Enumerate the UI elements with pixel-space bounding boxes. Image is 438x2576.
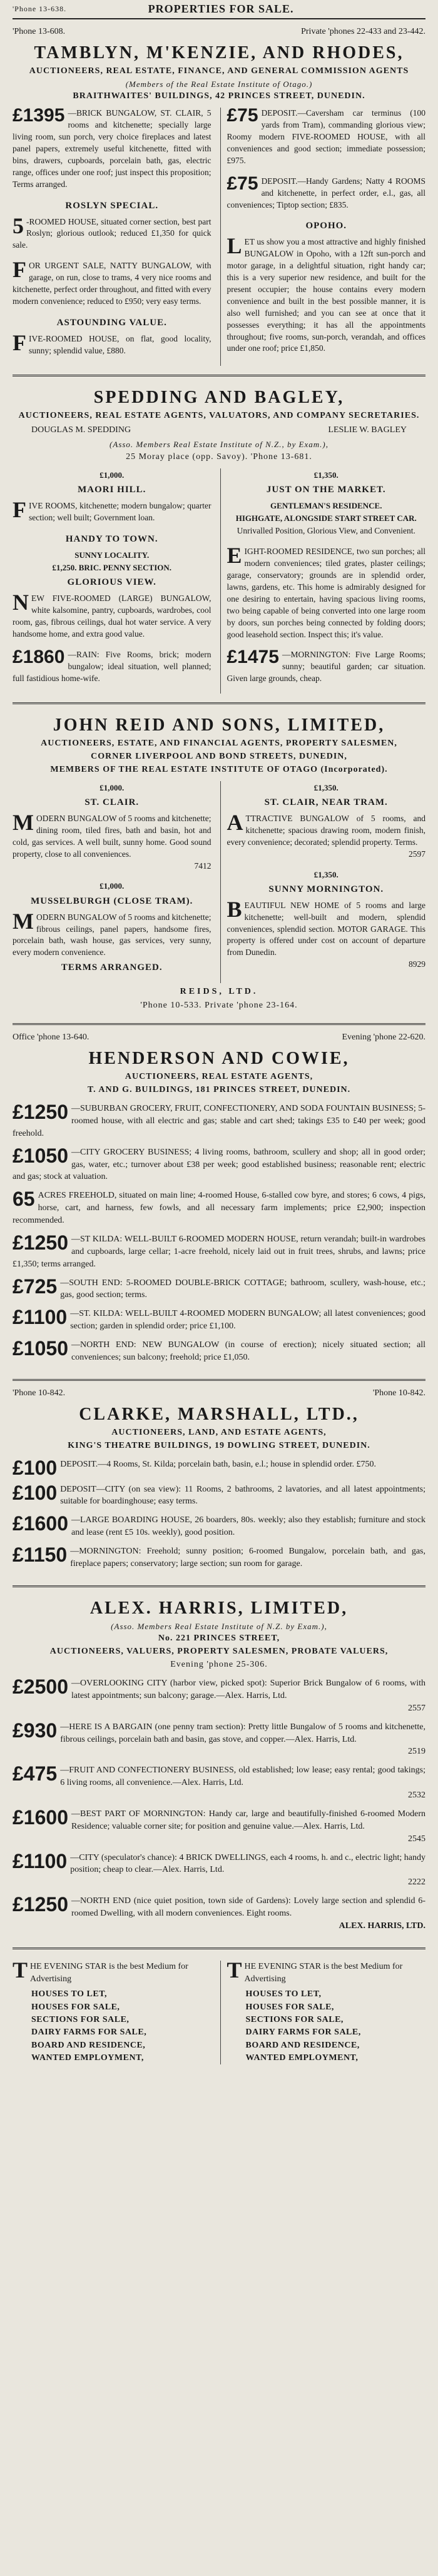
listing bbox=[13, 1677, 425, 1715]
listing-code: 2222 bbox=[408, 1877, 425, 1887]
spedding-left-name: DOUGLAS M. SPEDDING bbox=[31, 425, 131, 435]
listing-text: —MORNINGTON: Five Large Rooms; sunny; beautiful garden; car situation. Given large grounds, cheap. bbox=[227, 650, 425, 684]
clarke-phone-right: 'Phone 10-842. bbox=[372, 1388, 425, 1398]
listing bbox=[13, 1483, 425, 1508]
listing-text: ODERN BUNGALOW of 5 rooms and kitchenette; fibrous ceilings, panel papers, handsome fires, porcelain bath, wash house, gas services, very sunny, every modern convenience. bbox=[13, 912, 211, 957]
listing-text: OR URGENT SALE, NATTY BUNGALOW, with garage, on run, close to trams, 4 very nice rooms and kitchenette, perfect order throughout, and fitted with every modern convenience; reduced to £950; very easy terms. bbox=[13, 261, 211, 306]
listing-code: 2519 bbox=[408, 1747, 425, 1757]
henderson-sub1: AUCTIONEERS, REAL ESTATE AGENTS, bbox=[125, 1072, 313, 1082]
listing-price: 65 bbox=[13, 1190, 35, 1211]
listing-text: —SOUTH END: 5-ROOMED DOUBLE-BRICK COTTAGE; bathroom, scullery, wash-house, etc.; gas, good section; terms. bbox=[60, 1278, 425, 1300]
listing-heading: ASTOUNDING VALUE. bbox=[56, 317, 167, 328]
listing bbox=[13, 1545, 425, 1570]
clarke-title: CLARKE, MARSHALL, LTD., bbox=[79, 1404, 359, 1424]
listing-text: —LARGE BOARDING HOUSE, 26 boarders, 80s. weekly; also they establish; furniture and stock and lease (rent £5 10s. weekly), good position. bbox=[71, 1515, 425, 1538]
listing bbox=[13, 1103, 425, 1140]
tamblyn-right-col bbox=[220, 105, 426, 365]
listing-heading: HANDY TO TOWN. bbox=[65, 533, 158, 544]
listing-text: EAUTIFUL NEW HOME of 5 rooms and large kitchenette; well-built and modern, splendid conveniences, splendid section. MOTOR GARAGE. This property is offered under cost on account of departure from Dunedin. bbox=[227, 900, 425, 957]
listing-price-line: £1,350. bbox=[313, 869, 339, 879]
evening-star-item: SECTIONS FOR SALE, bbox=[31, 2014, 130, 2024]
listing-heading: GLORIOUS VIEW. bbox=[67, 577, 156, 588]
listing-text: —ST. KILDA: WELL-BUILT 4-ROOMED MODERN BUNGALOW; all latest conveniences; good section; garden in splendid order; price £1,100. bbox=[70, 1309, 425, 1331]
drop-cap: T bbox=[227, 1957, 242, 1983]
listing-text: —OVERLOOKING CITY (harbor view, picked spot): Superior Brick Bungalow of 6 rooms, with latest appointments; sun balcony; garage.—Alex. Harris, Ltd. bbox=[71, 1679, 425, 1700]
listing-price: £1100 bbox=[13, 1851, 68, 1872]
drop-cap: F bbox=[13, 330, 26, 355]
listing-price: £475 bbox=[13, 1764, 58, 1786]
listing bbox=[227, 105, 426, 166]
listing bbox=[227, 869, 426, 971]
tamblyn-address: BRAITHWAITES' BUILDINGS, 42 PRINCES STREET, DUNEDIN. bbox=[73, 91, 365, 101]
clarke-section bbox=[13, 1381, 425, 1587]
evening-star-item: HOUSES TO LET, bbox=[245, 1989, 322, 1999]
listing-price: £1395 bbox=[13, 105, 65, 126]
spedding-right-name: LESLIE W. BAGLEY bbox=[328, 425, 407, 435]
listing-text: —CITY (speculator's chance): 4 BRICK DWELLINGS, each 4 rooms, h. and c., electric light; handy position; cheap to clear.—Alex. Harris, Ltd. bbox=[70, 1852, 425, 1875]
listing-text: —SUBURBAN GROCERY, FRUIT, CONFECTIONERY, AND SODA FOUNTAIN BUSINESS; 5-roomed house, with all electric and gas; stable and cart shed; takings £35 to £40 per week; good freehold. bbox=[13, 1104, 425, 1138]
header-phone: 'Phone 13-638. bbox=[13, 4, 67, 13]
listing-price: £725 bbox=[13, 1276, 58, 1298]
listing-subheading: GENTLEMAN'S RESIDENCE. bbox=[270, 501, 382, 511]
reid-footer-phone: 'Phone 10-533. Private 'phone 23-164. bbox=[140, 1001, 298, 1011]
spedding-right-col bbox=[220, 468, 426, 694]
listing bbox=[13, 105, 211, 190]
page-header bbox=[13, 0, 425, 19]
listing-price-line: £1,350. bbox=[313, 782, 339, 792]
listing bbox=[13, 1764, 425, 1802]
evening-star-left bbox=[13, 1957, 211, 2064]
tamblyn-sub2: (Members of the Real Estate Institute of Otago.) bbox=[125, 79, 313, 89]
listing bbox=[13, 470, 211, 524]
listing-code: 2557 bbox=[408, 1703, 425, 1713]
spedding-left-col bbox=[13, 468, 211, 694]
listing bbox=[13, 257, 211, 308]
listing-price: £1050 bbox=[13, 1339, 68, 1360]
henderson-section bbox=[13, 1025, 425, 1381]
clarke-phone-left: 'Phone 10-842. bbox=[13, 1388, 66, 1398]
henderson-sub2: T. AND G. BUILDINGS, 181 PRINCES STREET, DUNEDIN. bbox=[87, 1085, 351, 1095]
listing-price-line: £1,000. bbox=[99, 782, 125, 792]
listing-signature: ALEX. HARRIS, LTD. bbox=[339, 1921, 425, 1931]
tamblyn-phone-left: 'Phone 13-608. bbox=[13, 27, 66, 36]
listing-text: IVE ROOMS, kitchenette; modern bungalow; quarter section; well built; Government loan. bbox=[29, 501, 211, 522]
listing bbox=[13, 1308, 425, 1333]
listing-price: £1475 bbox=[227, 647, 279, 668]
spedding-members: (Asso. Members Real Estate Institute of N.Z., by Exam.), bbox=[109, 440, 328, 450]
evening-star-intro: HE EVENING STAR is the best Medium for Advertising bbox=[244, 1961, 403, 1984]
listing bbox=[13, 1190, 425, 1227]
henderson-phone-right: Evening 'phone 22-620. bbox=[342, 1033, 425, 1043]
harris-sub4: Evening 'phone 25-306. bbox=[170, 1660, 268, 1670]
listing-price: £1600 bbox=[13, 1807, 68, 1829]
listing-price-line: £1,000. bbox=[99, 470, 125, 480]
listing-text: —BEST PART OF MORNINGTON: Handy car, large and beautifully-finished 6-roomed Modern Residence; valuable corner site; for position and genuine value.—Alex. Harris, Ltd. bbox=[71, 1809, 425, 1831]
listing-text: ODERN BUNGALOW of 5 rooms and kitchenette; dining room, tiled fires, bath and basin, hot and cold, gas services. A well built, sunny home. Good sound property, close to all conveniences. bbox=[13, 814, 211, 859]
listing bbox=[227, 649, 426, 685]
listing-price: £2500 bbox=[13, 1677, 68, 1698]
listing bbox=[13, 1146, 425, 1184]
listing-price: £1250 bbox=[13, 1103, 68, 1123]
reid-title: JOHN REID AND SONS, LIMITED, bbox=[53, 715, 385, 735]
evening-star-item: WANTED EMPLOYMENT, bbox=[245, 2053, 359, 2063]
listing-code: 2597 bbox=[409, 849, 425, 859]
listing-price: £1050 bbox=[13, 1146, 68, 1167]
listing-text: TTRACTIVE BUNGALOW of 5 rooms, and kitchenette; spacious drawing room, modern finish, every convenience; decorated; splendid property. Terms. bbox=[227, 814, 425, 847]
drop-cap: L bbox=[227, 233, 242, 259]
listing-heading: MUSSELBURGH (CLOSE TRAM). bbox=[31, 896, 193, 906]
listing-text: —CITY GROCERY BUSINESS; 4 living rooms, bathroom, scullery and shop; all in good order; gas, water, etc.; turnover about £38 per week; good established business; reasonable rent; electric and gas; stock at valuation. bbox=[13, 1147, 425, 1182]
listing-terms: TERMS ARRANGED. bbox=[61, 962, 163, 973]
drop-cap: T bbox=[13, 1957, 28, 1983]
drop-cap: E bbox=[227, 543, 242, 568]
reid-right-col bbox=[220, 781, 426, 983]
evening-star-item: BOARD AND RESIDENCE, bbox=[31, 2040, 146, 2050]
listing-text: —MORNINGTON: Freehold; sunny position; 6-roomed Bungalow, porcelain bath, and gas, fireplace papers; conservatory; large section; sun room for garage. bbox=[70, 1547, 425, 1568]
listing-text: —RAIN: Five Rooms, brick; modern bungalow; ideal situation, well planned; full fastidious home-wife. bbox=[13, 649, 211, 683]
listing-price: £75 bbox=[227, 105, 258, 126]
listing-text: EW FIVE-ROOMED (LARGE) BUNGALOW, white kalsomine, pantry, cupboards, wardrobes, cool room, gas, fibrous ceilings, dual hot water service. A very handsome home, and extra good value. bbox=[13, 593, 211, 639]
listing-price: £1250 bbox=[13, 1895, 68, 1916]
listing-price: £1100 bbox=[13, 1308, 68, 1329]
listing bbox=[13, 200, 211, 252]
reid-sub2: CORNER LIVERPOOL AND BOND STREETS, DUNEDIN, bbox=[91, 752, 347, 762]
listing-price-line: £1,250. BRIC. PENNY SECTION. bbox=[52, 563, 172, 573]
listing bbox=[13, 1852, 425, 1889]
drop-cap: M bbox=[13, 908, 34, 934]
listing bbox=[13, 533, 211, 640]
drop-cap: F bbox=[13, 257, 26, 283]
header-title: PROPERTIES FOR SALE. bbox=[148, 3, 294, 15]
tamblyn-title: TAMBLYN, M'KENZIE, AND RHODES, bbox=[34, 43, 404, 63]
listing-heading: ROSLYN SPECIAL. bbox=[65, 200, 159, 211]
listing bbox=[227, 470, 426, 537]
drop-cap: N bbox=[13, 590, 29, 615]
drop-cap: A bbox=[227, 810, 243, 836]
listing bbox=[13, 1721, 425, 1759]
listing-price-line: £1,350. bbox=[313, 470, 339, 480]
drop-cap: B bbox=[227, 896, 242, 922]
listing bbox=[13, 881, 211, 974]
listing-text: Unrivalled Position, Glorious View, and Convenient. bbox=[237, 526, 415, 536]
listing-text: DEPOSIT—CITY (on sea view): 11 Rooms, 2 bathrooms, 2 lavatories, and all latest appointments; suitable for boardinghouse; easy terms. bbox=[60, 1484, 425, 1507]
evening-star-item: HOUSES FOR SALE, bbox=[245, 2002, 334, 2012]
listing bbox=[13, 1808, 425, 1846]
harris-section bbox=[13, 1587, 425, 1949]
clarke-sub2: KING'S THEATRE BUILDINGS, 19 DOWLING STREET, DUNEDIN. bbox=[68, 1440, 370, 1450]
listing-text: —HERE IS A BARGAIN (one penny tram section): Pretty little Bungalow of 5 rooms and kitchenette, fibrous ceilings, porcelain bath and basin, gas stove, and copper.—Alex. Harris, Ltd. bbox=[60, 1722, 425, 1744]
evening-star-intro: HE EVENING STAR is the best Medium for Advertising bbox=[30, 1961, 188, 1984]
spedding-sub1: AUCTIONEERS, REAL ESTATE AGENTS, VALUATORS, AND COMPANY SECRETARIES. bbox=[18, 410, 420, 420]
listing-text: —ST KILDA: WELL-BUILT 6-ROOMED MODERN HOUSE, return verandah; built-in wardrobes and cupboards, large cellar; 1-acre freehold, nicely laid out in fruit trees, shrubs, and lawns; price £1,350; terms arranged. bbox=[13, 1234, 425, 1269]
listing-code: 2545 bbox=[408, 1834, 425, 1844]
listing-heading: SUNNY MORNINGTON. bbox=[268, 884, 384, 894]
listing-heading: OPOHO. bbox=[305, 221, 347, 231]
listing bbox=[13, 1339, 425, 1364]
tamblyn-section bbox=[13, 19, 425, 376]
listing bbox=[13, 1277, 425, 1302]
listing-price: £1150 bbox=[13, 1545, 68, 1567]
listing-price: £100 bbox=[13, 1483, 58, 1504]
reid-footer: REIDS, LTD. bbox=[180, 987, 258, 997]
evening-star-item: DAIRY FARMS FOR SALE, bbox=[31, 2028, 147, 2038]
listing-text: ET us show you a most attractive and highly finished BUNGALOW in Opoho, with a 12ft sun-porch and motor garage, in a delightful situation, right handy car; this is a very superior new residence, and built for the present occupier; the house contains every modern convenience and built in the best possible manner, it is also well furnished; and you can see at once that it possesses everything; it has all the appointments throughout; five rooms, sun-porch, verandah, and offices under one roof; price £1,850. bbox=[227, 237, 425, 353]
listing-price: £930 bbox=[13, 1720, 58, 1742]
listing bbox=[227, 782, 426, 861]
listing-text: IVE-ROOMED HOUSE, on flat, good locality, sunny; splendid value, £880. bbox=[29, 333, 211, 355]
reid-section bbox=[13, 704, 425, 1025]
listing bbox=[13, 646, 211, 685]
listing-code: 2532 bbox=[408, 1791, 425, 1800]
listing bbox=[13, 782, 211, 872]
listing-price-line: £1,000. bbox=[99, 881, 125, 891]
harris-sub3: AUCTIONEERS, VALUERS, PROPERTY SALESMEN, PROBATE VALUERS, bbox=[49, 1647, 389, 1657]
evening-star-item: HOUSES TO LET, bbox=[31, 1989, 107, 1999]
listing-text: DEPOSIT.—Handy Gardens; Natty 4 ROOMS and kitchenette, in perfect order, e.l., gas, all conveniences; Tiptop section; £835. bbox=[227, 176, 425, 210]
listing-heading: ST. CLAIR, NEAR TRAM. bbox=[264, 797, 388, 808]
evening-star-item: BOARD AND RESIDENCE, bbox=[245, 2040, 360, 2050]
henderson-phone-left: Office 'phone 13-640. bbox=[13, 1033, 89, 1043]
listing-price: £1250 bbox=[13, 1233, 68, 1254]
listing-heading: JUST ON THE MARKET. bbox=[266, 485, 386, 495]
evening-star-item: WANTED EMPLOYMENT, bbox=[31, 2053, 144, 2063]
evening-star-item: SECTIONS FOR SALE, bbox=[245, 2014, 344, 2024]
listing bbox=[13, 1514, 425, 1539]
harris-title: ALEX. HARRIS, LIMITED, bbox=[89, 1598, 349, 1618]
tamblyn-left-col bbox=[13, 105, 211, 365]
listing bbox=[13, 1895, 425, 1932]
listing bbox=[227, 173, 426, 211]
listing bbox=[13, 1233, 425, 1271]
reid-sub3: MEMBERS OF THE REAL ESTATE INSTITUTE OF OTAGO (Incorporated). bbox=[50, 764, 388, 774]
listing-text: DEPOSIT.—4 Rooms, St. Kilda; porcelain bath, basin, e.l.; house in splendid order. £750. bbox=[60, 1459, 377, 1469]
listing-text: IGHT-ROOMED RESIDENCE, two sun porches; all modern conveniences; tiled grates, plaster ceilings; garage, conservatory; grounds are in splendid order, lawns, gardens, etc. This home is admirably designed for one desiring to entertain, having spacious living rooms, two being capable of being converted into one large room by doors, sun porches being connected by folding doors; good leasehold section. Inspect this; it's value. bbox=[227, 547, 425, 639]
listing-text: —BRICK BUNGALOW, ST. CLAIR, 5 rooms and kitchenette; specially large living room, sun porch, very choice fireplaces and latest panel papers, extremely useful kitchenette, fitted with bins, drawers, cupboards, porcelain bath, gas, electric range, offices under one roof; just inspect this proposition; Terms arranged. bbox=[13, 108, 211, 189]
page bbox=[13, 0, 425, 2071]
listing-text: -ROOMED HOUSE, situated corner section, best part Roslyn; glorious outlook; reduced £1,350 for quick sale. bbox=[13, 216, 211, 250]
listing-text: —NORTH END: NEW BUNGALOW (in course of erection); nicely situated section; all conveniences; sun balcony; freehold; price £1,050. bbox=[71, 1340, 425, 1362]
drop-cap: M bbox=[13, 810, 34, 836]
listing bbox=[227, 543, 426, 640]
listing-text: —NORTH END (nice quiet position, town side of Gardens): Lovely large section and splendid 6-roomed Dwelling, with all modern conveniences. Eight rooms. bbox=[71, 1896, 425, 1918]
listing-text: —FRUIT AND CONFECTIONERY BUSINESS, old established; low lease; easy rental; good takings; 6 living rooms, all convenience.—Alex. Harris, Ltd. bbox=[60, 1765, 425, 1788]
clarke-sub1: AUCTIONEERS, LAND, AND ESTATE AGENTS, bbox=[111, 1427, 327, 1437]
listing-text: DEPOSIT.—Caversham car terminus (100 yards from Tram), commanding glorious view; Roomy modern FIVE-ROOMED HOUSE, with all conveniences and good section; immediate possession; £975. bbox=[227, 108, 425, 165]
harris-sub2: No. 221 PRINCES STREET, bbox=[158, 1634, 280, 1644]
listing-price: £75 bbox=[227, 173, 258, 194]
listing-code: 7412 bbox=[194, 861, 211, 871]
tamblyn-phone-right: Private 'phones 22-433 and 23-442. bbox=[301, 27, 425, 36]
reid-sub1: AUCTIONEERS, ESTATE, AND FINANCIAL AGENTS, PROPERTY SALESMEN, bbox=[41, 739, 397, 749]
listing-price: £100 bbox=[13, 1458, 58, 1477]
listing bbox=[13, 1458, 425, 1477]
reid-left-col bbox=[13, 781, 211, 983]
listing bbox=[227, 220, 426, 355]
harris-sub1: (Asso. Members Real Estate Institute of N.Z. by Exam.), bbox=[111, 1621, 327, 1631]
spedding-address: 25 Moray place (opp. Savoy). 'Phone 13-681. bbox=[126, 452, 312, 462]
listing-heading: ST. CLAIR. bbox=[84, 797, 140, 808]
evening-star-item: DAIRY FARMS FOR SALE, bbox=[245, 2028, 361, 2038]
spedding-section bbox=[13, 376, 425, 705]
listing-subheading: HIGHGATE, ALONGSIDE START STREET CAR. bbox=[235, 513, 417, 523]
listing-price: £1600 bbox=[13, 1514, 68, 1535]
listing bbox=[13, 316, 211, 357]
listing-code: 8929 bbox=[409, 959, 425, 969]
evening-star-section bbox=[13, 1954, 425, 2071]
listing-price: £1860 bbox=[13, 646, 65, 667]
listing-text: ACRES FREEHOLD, situated on main line; 4-roomed House, 6-stalled cow byre, and stores; 6 cows, 4 pigs, horse, cart, and harness, few fowls, and all necessary farm implements; price £2,900; inspection recommended. bbox=[13, 1191, 425, 1225]
listing-subheading: SUNNY LOCALITY. bbox=[74, 550, 150, 560]
spedding-title: SPEDDING AND BAGLEY, bbox=[93, 387, 345, 407]
evening-star-item: HOUSES FOR SALE, bbox=[31, 2002, 120, 2012]
drop-cap: F bbox=[13, 497, 26, 523]
listing-heading: MAORI HILL. bbox=[78, 485, 146, 495]
henderson-title: HENDERSON AND COWIE, bbox=[88, 1049, 350, 1069]
tamblyn-sub1: AUCTIONEERS, REAL ESTATE, FINANCE, AND GENERAL COMMISSION AGENTS bbox=[29, 66, 409, 76]
drop-cap: 5 bbox=[13, 213, 24, 238]
evening-star-right bbox=[220, 1957, 426, 2064]
